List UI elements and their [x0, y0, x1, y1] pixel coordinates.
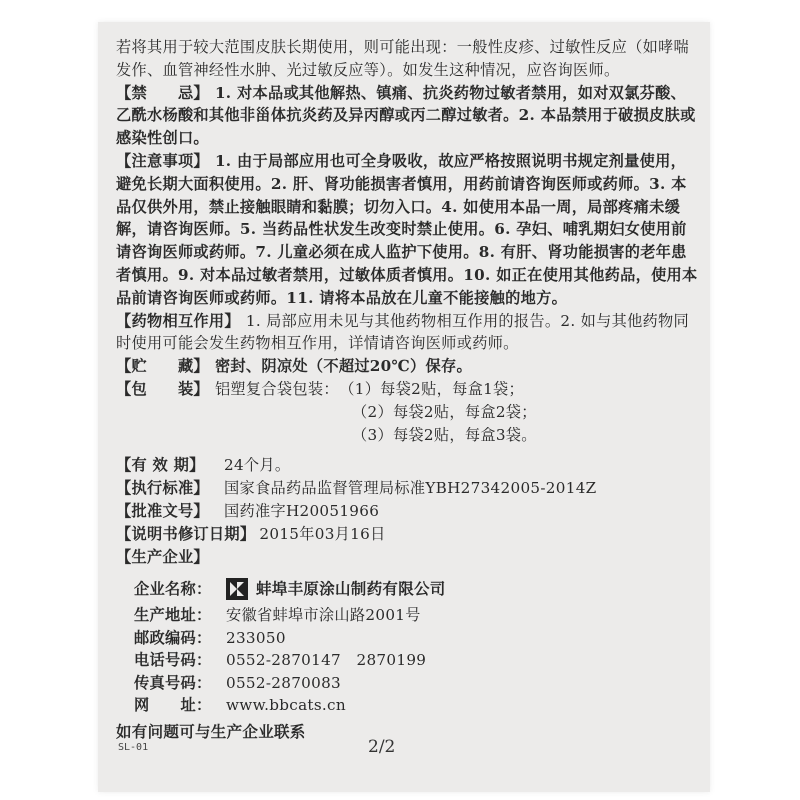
- package-lead: 铝塑复合袋包装：: [214, 379, 339, 398]
- leaflet-content: [116, 36, 698, 744]
- standard-text: 国家食品药品监督管理局标准YBH27342005-2014Z: [224, 479, 597, 498]
- section-contraindications: [116, 82, 698, 150]
- address-row: [116, 604, 698, 627]
- section-storage: [116, 355, 698, 378]
- website-value: www.bbcats.cn: [226, 696, 346, 715]
- validity-label: 【有 效 期】: [116, 456, 205, 475]
- storage-label: 【贮 藏】: [116, 357, 209, 376]
- approval-label: 【批准文号】: [116, 501, 209, 520]
- revision-text: 2015年03月16日: [259, 524, 386, 543]
- fax-row: [116, 672, 698, 695]
- company-name-row: [116, 574, 698, 604]
- company-name-label: 企业名称：: [134, 579, 212, 598]
- package-option-2: （2）每袋2贴，每盒2袋；: [352, 402, 537, 421]
- standard-label: 【执行标准】: [116, 479, 209, 498]
- address-label: 生产地址：: [134, 606, 212, 625]
- section-package: [116, 378, 698, 446]
- precautions-label: 【注意事项】: [116, 151, 209, 170]
- phone-row: [116, 649, 698, 672]
- postcode-label: 邮政编码：: [134, 628, 212, 647]
- contact-note: 如有问题可与生产企业联系: [116, 721, 306, 741]
- package-label: 【包 装】: [116, 379, 209, 398]
- section-approval: [116, 500, 698, 523]
- phone-label: 电话号码：: [134, 651, 212, 670]
- approval-text: 国药准字H20051966: [224, 501, 380, 520]
- storage-text: 密封、阴凉处（不超过20℃）保存。: [214, 357, 472, 376]
- address-value: 安徽省蚌埠市涂山路2001号: [226, 606, 421, 625]
- section-validity: [116, 454, 698, 477]
- postcode-row: [116, 627, 698, 650]
- contraindications-text: 1. 对本品或其他解热、镇痛、抗炎药物过敏者禁用，如对双氯芬酸、乙酰水杨酸和其他非甾体抗炎药及异丙醇或丙二醇过敏者。2. 本品禁用于破损皮肤或感染性创口。: [116, 83, 696, 148]
- company-logo-icon: [226, 578, 248, 600]
- manufacturer-label: 【生产企业】: [116, 547, 209, 566]
- side-effects-continued: 若将其用于较大范围皮肤长期使用，则可能出现：一般性皮疹、过敏性反应（如哮喘发作、血管神经性水肿、光过敏反应等）。如发生这种情况，应咨询医师。: [116, 38, 690, 79]
- website-label: 网 址：: [134, 696, 212, 715]
- package-option-1: （1）每袋2贴，每盒1袋；: [346, 379, 525, 398]
- leaflet-page: [98, 22, 710, 792]
- document-code: SL-01: [118, 742, 149, 753]
- page-number: 2/2: [368, 737, 396, 757]
- validity-text: 24个月。: [224, 456, 291, 475]
- interactions-label: 【药物相互作用】: [116, 311, 240, 330]
- interactions-text: 1. 局部应用未见与其他药物相互作用的报告。2. 如与其他药物同时使用可能会发生药物相互作用，详情请咨询医师或药师。: [116, 311, 690, 353]
- package-option-3: （3）每袋2贴，每盒3袋。: [352, 425, 537, 444]
- revision-label: 【说明书修订日期】: [116, 524, 256, 543]
- manufacturer-details: [116, 574, 698, 717]
- website-row: [116, 694, 698, 717]
- postcode-value: 233050: [226, 628, 286, 647]
- fax-label: 传真号码：: [134, 673, 212, 692]
- section-interactions: [116, 310, 698, 356]
- section-precautions: [116, 150, 698, 310]
- fax-value: 0552-2870083: [226, 673, 342, 692]
- section-revision-date: [116, 523, 698, 546]
- company-name: 蚌埠丰原涂山制药有限公司: [256, 579, 446, 598]
- precautions-text: 1. 由于局部应用也可全身吸收，故应严格按照说明书规定剂量使用，避免长期大面积使用。2. 肝、肾功能损害者慎用，用药前请咨询医师或药师。3. 本品仅供外用，禁止接触眼睛和黏膜；切勿入口。4. 如使用本品一周，局部疼痛未缓解，请咨询医师。5. 当药品性状发生改变时禁止使用。6. 孕妇、哺乳期妇女使用前请咨询医师或药师。7. 儿童必须在成人监护下使用。8. 有肝、肾功能损害的老年患者慎用。9. 对本品过敏者禁用，过敏体质者慎用。10. 如正在使用其他药品，使用本品前请咨询医师或药师。11. 请将本品放在儿童不能接触的地方。: [116, 151, 698, 307]
- section-standard: [116, 477, 698, 500]
- phone-value: 0552-2870147 2870199: [226, 651, 427, 670]
- contraindications-label: 【禁 忌】: [116, 83, 209, 102]
- section-manufacturer: [116, 546, 698, 569]
